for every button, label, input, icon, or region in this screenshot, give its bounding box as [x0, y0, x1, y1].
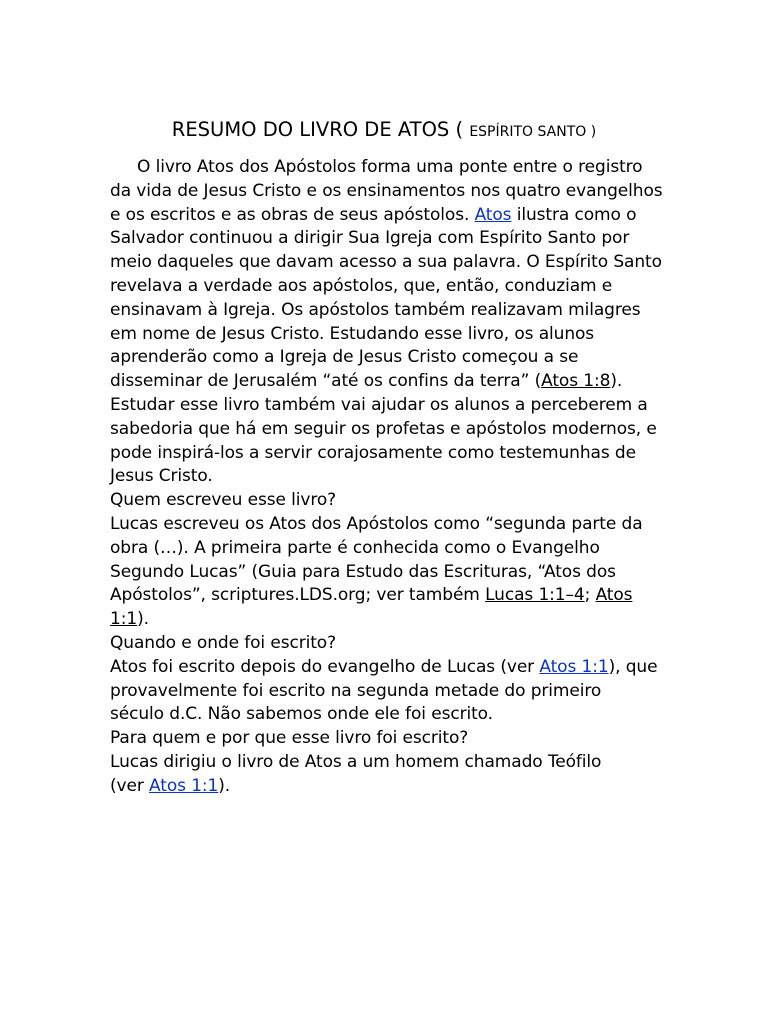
atos-1-1-reference[interactable]: Atos	[595, 585, 633, 606]
question-heading-author: Quem escreveu esse livro?	[110, 490, 337, 511]
paragraph-line: (ver Atos 1:1).	[110, 775, 231, 796]
paragraph-line: Lucas escreveu os Atos dos Apóstolos como “segunda parte da	[110, 513, 643, 534]
paragraph-line: provavelmente foi escrito na segunda metade do primeiro	[110, 680, 602, 701]
paragraph-line: aprenderão como a Igreja de Jesus Cristo começou a se	[110, 347, 579, 368]
atos-1-8-reference[interactable]: Atos 1:8	[541, 371, 611, 392]
atos-1-1-link-final[interactable]: Atos 1:1	[149, 775, 219, 796]
lucas-1-1-4-reference[interactable]: Lucas 1:1–4	[485, 585, 585, 606]
paragraph-line: pode inspirá-los a servir corajosamente como testemunhas de	[110, 442, 636, 463]
document-title	[0, 116, 768, 146]
title-subtitle: ESPÍRITO SANTO )	[469, 124, 597, 140]
paragraph-line: Apóstolos”, scriptures.LDS.org; ver também Lucas 1:1–4; Atos	[110, 585, 633, 606]
atos-1-1-link[interactable]: Atos 1:1	[539, 656, 609, 677]
paragraph-line: Atos foi escrito depois do evangelho de Lucas (ver Atos 1:1), que	[110, 656, 658, 677]
paragraph-line: meio daqueles que davam acesso a sua palavra. O Espírito Santo	[110, 252, 662, 273]
paragraph-line: ensinavam à Igreja. Os apóstolos também realizavam milagres	[110, 299, 641, 320]
paragraph-line: sabedoria que há em seguir os profetas e apóstolos modernos, e	[110, 418, 657, 439]
paragraph-line: Salvador continuou a dirigir Sua Igreja com Espírito Santo por	[110, 228, 630, 249]
paragraph-line: Lucas dirigiu o livro de Atos a um homem chamado Teófilo	[110, 751, 602, 772]
paragraph-line: Segundo Lucas” (Guia para Estudo das Escrituras, “Atos dos	[110, 561, 616, 582]
paragraph-line: obra (…). A primeira parte é conhecida como o Evangelho	[110, 537, 600, 558]
atos-1-1-reference-cont[interactable]: 1:1	[110, 609, 138, 630]
atos-link[interactable]: Atos	[474, 204, 512, 225]
question-heading-audience: Para quem e por que esse livro foi escrito?	[110, 728, 469, 749]
document-body	[110, 156, 663, 799]
question-heading-when-where: Quando e onde foi escrito?	[110, 632, 337, 653]
paragraph-line: 1:1).	[110, 609, 149, 630]
paragraph-line: Estudar esse livro também vai ajudar os alunos a perceberem a	[110, 394, 648, 415]
paragraph-line: Jesus Cristo.	[110, 466, 213, 487]
paragraph-line: da vida de Jesus Cristo e os ensinamentos nos quatro evangelhos	[110, 180, 663, 201]
paragraph-line: O livro Atos dos Apóstolos forma uma ponte entre o registro	[137, 157, 643, 177]
paragraph-line: revelava a verdade aos apóstolos, que, então, conduziam e	[110, 275, 613, 296]
paragraph-line: e os escritos e as obras de seus apóstolos. Atos ilustra como o	[110, 204, 637, 225]
paragraph-line: disseminar de Jerusalém “até os confins da terra” (Atos 1:8).	[110, 371, 623, 392]
paragraph-line: em nome de Jesus Cristo. Estudando esse livro, os alunos	[110, 323, 595, 344]
paragraph-line: século d.C. Não sabemos onde ele foi escrito.	[110, 704, 493, 725]
title-main: RESUMO DO LIVRO DE ATOS (	[171, 118, 464, 141]
